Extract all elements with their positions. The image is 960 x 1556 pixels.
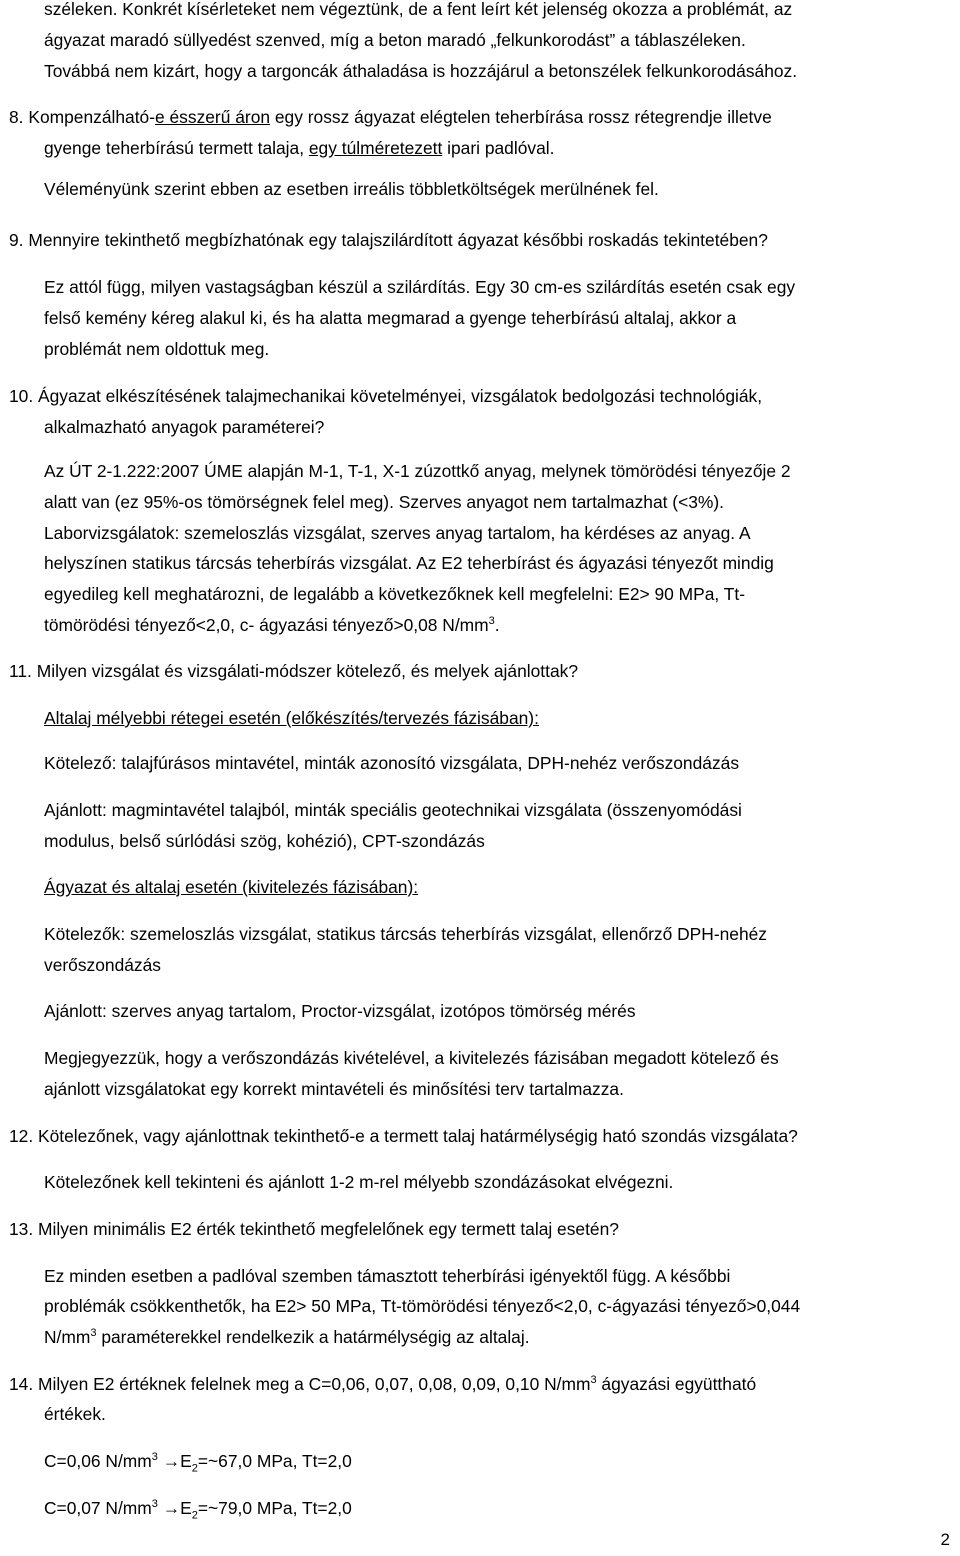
answer-9-line: problémát nem oldottuk meg. [44, 339, 270, 359]
answer-10-line: egyedileg kell meghatározni, de legalább a következőknek kell megfelelni: E2> 90 MPa, Tt- [44, 584, 746, 604]
page-number: 2 [940, 1530, 950, 1549]
answer-8: Véleményünk szerint ebben az esetben irreális többletköltségek merülnének fel. [44, 179, 659, 199]
recommended-tests: Ajánlott: magmintavétel talajból, minták speciális geotechnikai vizsgálata (összenyomódási [44, 800, 742, 820]
answer-10-line: Laborvizsgálatok: szemeloszlás vizsgálat, szerves anyag tartalom, ha kérdéses az anyag. A [44, 523, 751, 543]
question-11: 11. Milyen vizsgálat és vizsgálati-módszer kötelező, és melyek ajánlottak? [9, 661, 578, 681]
result-row: C=0,06 $N/mm^3$ $\to E_2=\sim 67,0$ MPa, Tt=2,0 [44, 1451, 352, 1475]
question-9: 9. Mennyire tekinthető megbízhatónak egy talajszilárdított ágyazat későbbi roskadás tekintetében? [9, 230, 768, 250]
section-heading: Ágyazat és altalaj esetén (kivitelezés fázisában): [44, 877, 419, 897]
superscript: 3 [90, 1327, 97, 1340]
question-number: 8. [9, 107, 24, 127]
subscript: 2 [191, 1509, 198, 1522]
answer-12: Kötelezőnek kell tekinteni és ajánlott 1-2 m-rel mélyebb szondázásokat elvégezni. [44, 1172, 674, 1192]
arrow-icon: → [162, 1498, 181, 1518]
superscript: 3 [488, 615, 495, 628]
question-14: 14. Milyen E2 értéknek felelnek meg a C=0,06, 0,07, 0,08, 0,09, 0,10 $N/mm^3$ ágyazási együttható [9, 1374, 757, 1394]
underlined-text: egy túlméretezett [308, 138, 443, 158]
answer-10-line: alatt van (ez 95%-os tömörségnek felel meg). Szerves anyagot nem tartalmazhat (<3%). [44, 492, 725, 512]
question-14-line-2: értékek. [44, 1404, 106, 1424]
text-line: Továbbá nem kizárt, hogy a targoncák áthaladása is hozzájárul a betonszélek felkunkorodásához. [44, 61, 798, 81]
required-tests: Kötelező: talajfúrásos mintavétel, minták azonosító vizsgálata, DPH-nehéz verőszondázás [44, 753, 740, 773]
question-10-line-2: alkalmazható anyagok paraméterei? [44, 417, 325, 437]
note-line: ajánlott vizsgálatokat egy korrekt mintavételi és minősítési terv tartalmazza. [44, 1079, 624, 1099]
answer-10-line: Az ÚT 2-1.222:2007 ÚME alapján M-1, T-1, X-1 zúzottkő anyag, melynek tömörödési tényezője 2 [44, 461, 791, 481]
question-8: 8. Kompenzálható-e ésszerű áron egy rossz ágyazat elégtelen teherbírása rossz rétegrendje illetve [9, 107, 772, 127]
question-13: 13. Milyen minimális E2 érték tekinthető megfelelőnek egy termett talaj esetén? [9, 1219, 619, 1239]
arrow-icon: → [162, 1451, 181, 1471]
superscript: 3 [590, 1374, 597, 1387]
underlined-text: e ésszerű áron [155, 107, 271, 127]
answer-10-line: tömörödési tényező<2,0, c- ágyazási tényező>0,08 $N/mm^3$. [44, 615, 500, 635]
section-heading: Altalaj mélyebbi rétegei esetén (előkészítés/tervezés fázisában): [44, 708, 539, 728]
text-line: ágyazat maradó süllyedést szenved, míg a beton maradó „felkunkorodást” a táblaszéleken. [44, 30, 746, 50]
question-12: 12. Kötelezőnek, vagy ajánlottnak tekinthető-e a termett talaj határmélységig ható szondás vizsgálata? [9, 1126, 798, 1146]
note-line: Megjegyezzük, hogy a verőszondázás kivételével, a kivitelezés fázisában megadott kötelező és [44, 1048, 779, 1068]
text-line: széleken. Konkrét kísérleteket nem végeztünk, de a fent leírt két jelenség okozza a problémát, az [44, 0, 793, 19]
superscript: 3 [151, 1498, 158, 1511]
answer-9-line: Ez attól függ, milyen vastagságban készül a szilárdítás. Egy 30 cm-es szilárdítás esetén csak egy [44, 277, 796, 297]
question-8-line-2: gyenge teherbírású termett talaja, egy túlméretezett ipari padlóval. [44, 138, 555, 158]
superscript: 3 [151, 1451, 158, 1464]
answer-13-line: Ez minden esetben a padlóval szemben támasztott teherbírási igényektől függ. A későbbi [44, 1266, 731, 1286]
recommended-tests-line-2: modulus, belső súrlódási szög, kohézió), CPT-szondázás [44, 831, 485, 851]
answer-13-line: problémák csökkenthetők, ha E2> 50 MPa, Tt-tömörödési tényező<2,0, c-ágyazási tényező>0,044 [44, 1296, 801, 1316]
required-tests-line-2: verőszondázás [44, 955, 161, 975]
subscript: 2 [191, 1462, 198, 1475]
recommended-tests: Ajánlott: szerves anyag tartalom, Proctor-vizsgálat, izotópos tömörség mérés [44, 1001, 636, 1021]
answer-13-line: $N/mm^3$ paraméterekkel rendelkezik a határmélységig az altalaj. [44, 1327, 530, 1347]
answer-10-line: helyszínen statikus tárcsás teherbírás vizsgálat. Az E2 teherbírást és ágyazási tényezőt mindig [44, 553, 774, 573]
required-tests: Kötelezők: szemeloszlás vizsgálat, statikus tárcsás teherbírás vizsgálat, ellenőrző DPH-nehéz [44, 924, 767, 944]
answer-9-line: felső kemény kéreg alakul ki, és ha alatta megmarad a gyenge teherbírású altalaj, akkor a [44, 308, 737, 328]
question-10: 10. Ágyazat elkészítésének talajmechanikai követelményei, vizsgálatok bedolgozási technológiák, [9, 386, 763, 406]
result-row: C=0,07 $N/mm^3$ $\to E_2=\sim 79,0$ MPa, Tt=2,0 [44, 1498, 352, 1522]
